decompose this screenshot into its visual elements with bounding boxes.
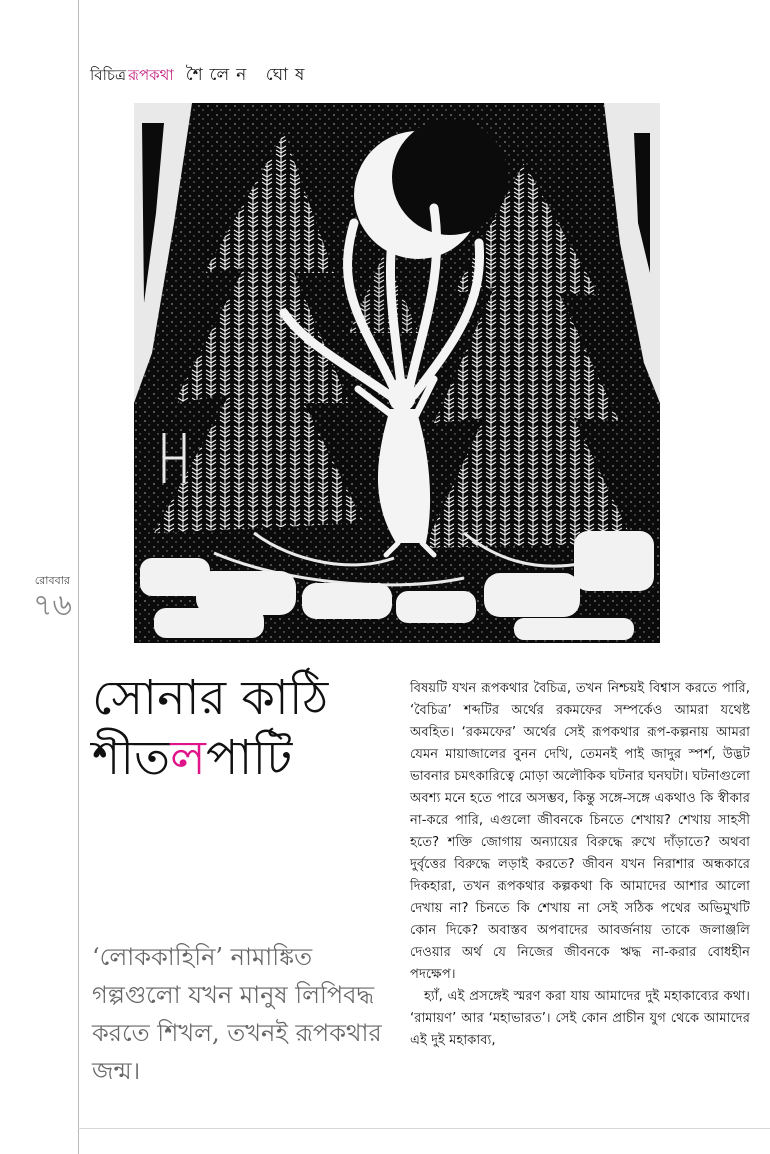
woodcut-illustration — [134, 103, 660, 643]
running-header — [90, 62, 311, 88]
header-author: শৈলেন ঘোষ — [185, 65, 312, 85]
body-paragraph-1: বিষয়টি যখন রূপকথার বৈচিত্র, তখন নিশ্চয়ই বিশ্বাস করতে পারি, ‘বৈচিত্র’ শব্দটির অর্থের রকমফের সম্পর্কেও আমরা যথেষ্ট অবহিত। ‘রকমফের’ অর্থের সেই রূপকথার রূপ-কল্পনায় আমরা যেমন মায়াজালের বুনন দেখি, তেমনই পাই জাদুর স্পর্শ, উদ্ভট ভাবনার চমৎকারিত্বে মোড়া অলৌকিক ঘটনার ঘনঘটা। ঘটনাগুলো অবশ্য মনে হতে পারে অসম্ভব, কিন্তু সঙ্গে-সঙ্গে একথাও কি স্বীকার না-করে পারি, এগুলো জীবনকে চিনতে শেখায়? শেখায় সাহসী হতে? শক্তি জোগায় অন্যায়ের বিরুদ্ধে রুখে দাঁড়াতে? অথবা দুর্বৃত্তের বিরুদ্ধে লড়াই করতে? জীবন যখন নিরাশার অন্ধকারে দিকহারা, তখন রূপকথার কল্পকথা কি আমাদের আশার আলো দেখায় না? চিনতে কি শেখায় না সেই সঠিক পথের অভিমুখটি কোন দিকে? অবাস্তব অপবাদের আবর্জনায় তাকে জলাঞ্জলি দেওয়ার অর্থ যে নিজের জীবনকে ঋদ্ধ না-করার বোধহীন পদক্ষেপ। — [410, 681, 750, 982]
article-body — [410, 678, 750, 1052]
title-line-2-start: শীত — [92, 730, 171, 786]
standfirst-pull-quote: ‘লোককাহিনি’ নামাঙ্কিত গল্পগুলো যখন মানুষ লিপিবদ্ধ করতে শিখল, তখনই রূপকথার জন্ম। — [92, 943, 382, 1085]
page-margin-rule — [78, 0, 79, 1154]
header-series: বিচিত্র — [90, 66, 127, 84]
fairy-moon-forest-icon — [134, 103, 660, 643]
article-title — [92, 668, 392, 788]
title-line-2 — [92, 728, 392, 788]
page-number: ৭৬ — [32, 588, 72, 623]
title-accent-letter: ল — [170, 730, 206, 786]
page-bottom-rule — [78, 1128, 770, 1129]
folio — [0, 572, 76, 621]
title-line-1: সোনার কাঠি — [92, 670, 329, 726]
title-line-2-end: পাটি — [205, 730, 293, 786]
body-paragraph-2: হ্যাঁ, এই প্রসঙ্গেই স্মরণ করা যায় আমাদের দুই মহাকাব্যের কথা। ‘রামায়ণ’ আর ‘মহাভারত’। সেই কোন প্রাচীন যুগ থেকে আমাদের এই দুই মহাকাব্য, — [410, 989, 750, 1048]
header-section: রূপকথা — [128, 66, 174, 84]
folio-label: রোববার — [34, 574, 70, 587]
